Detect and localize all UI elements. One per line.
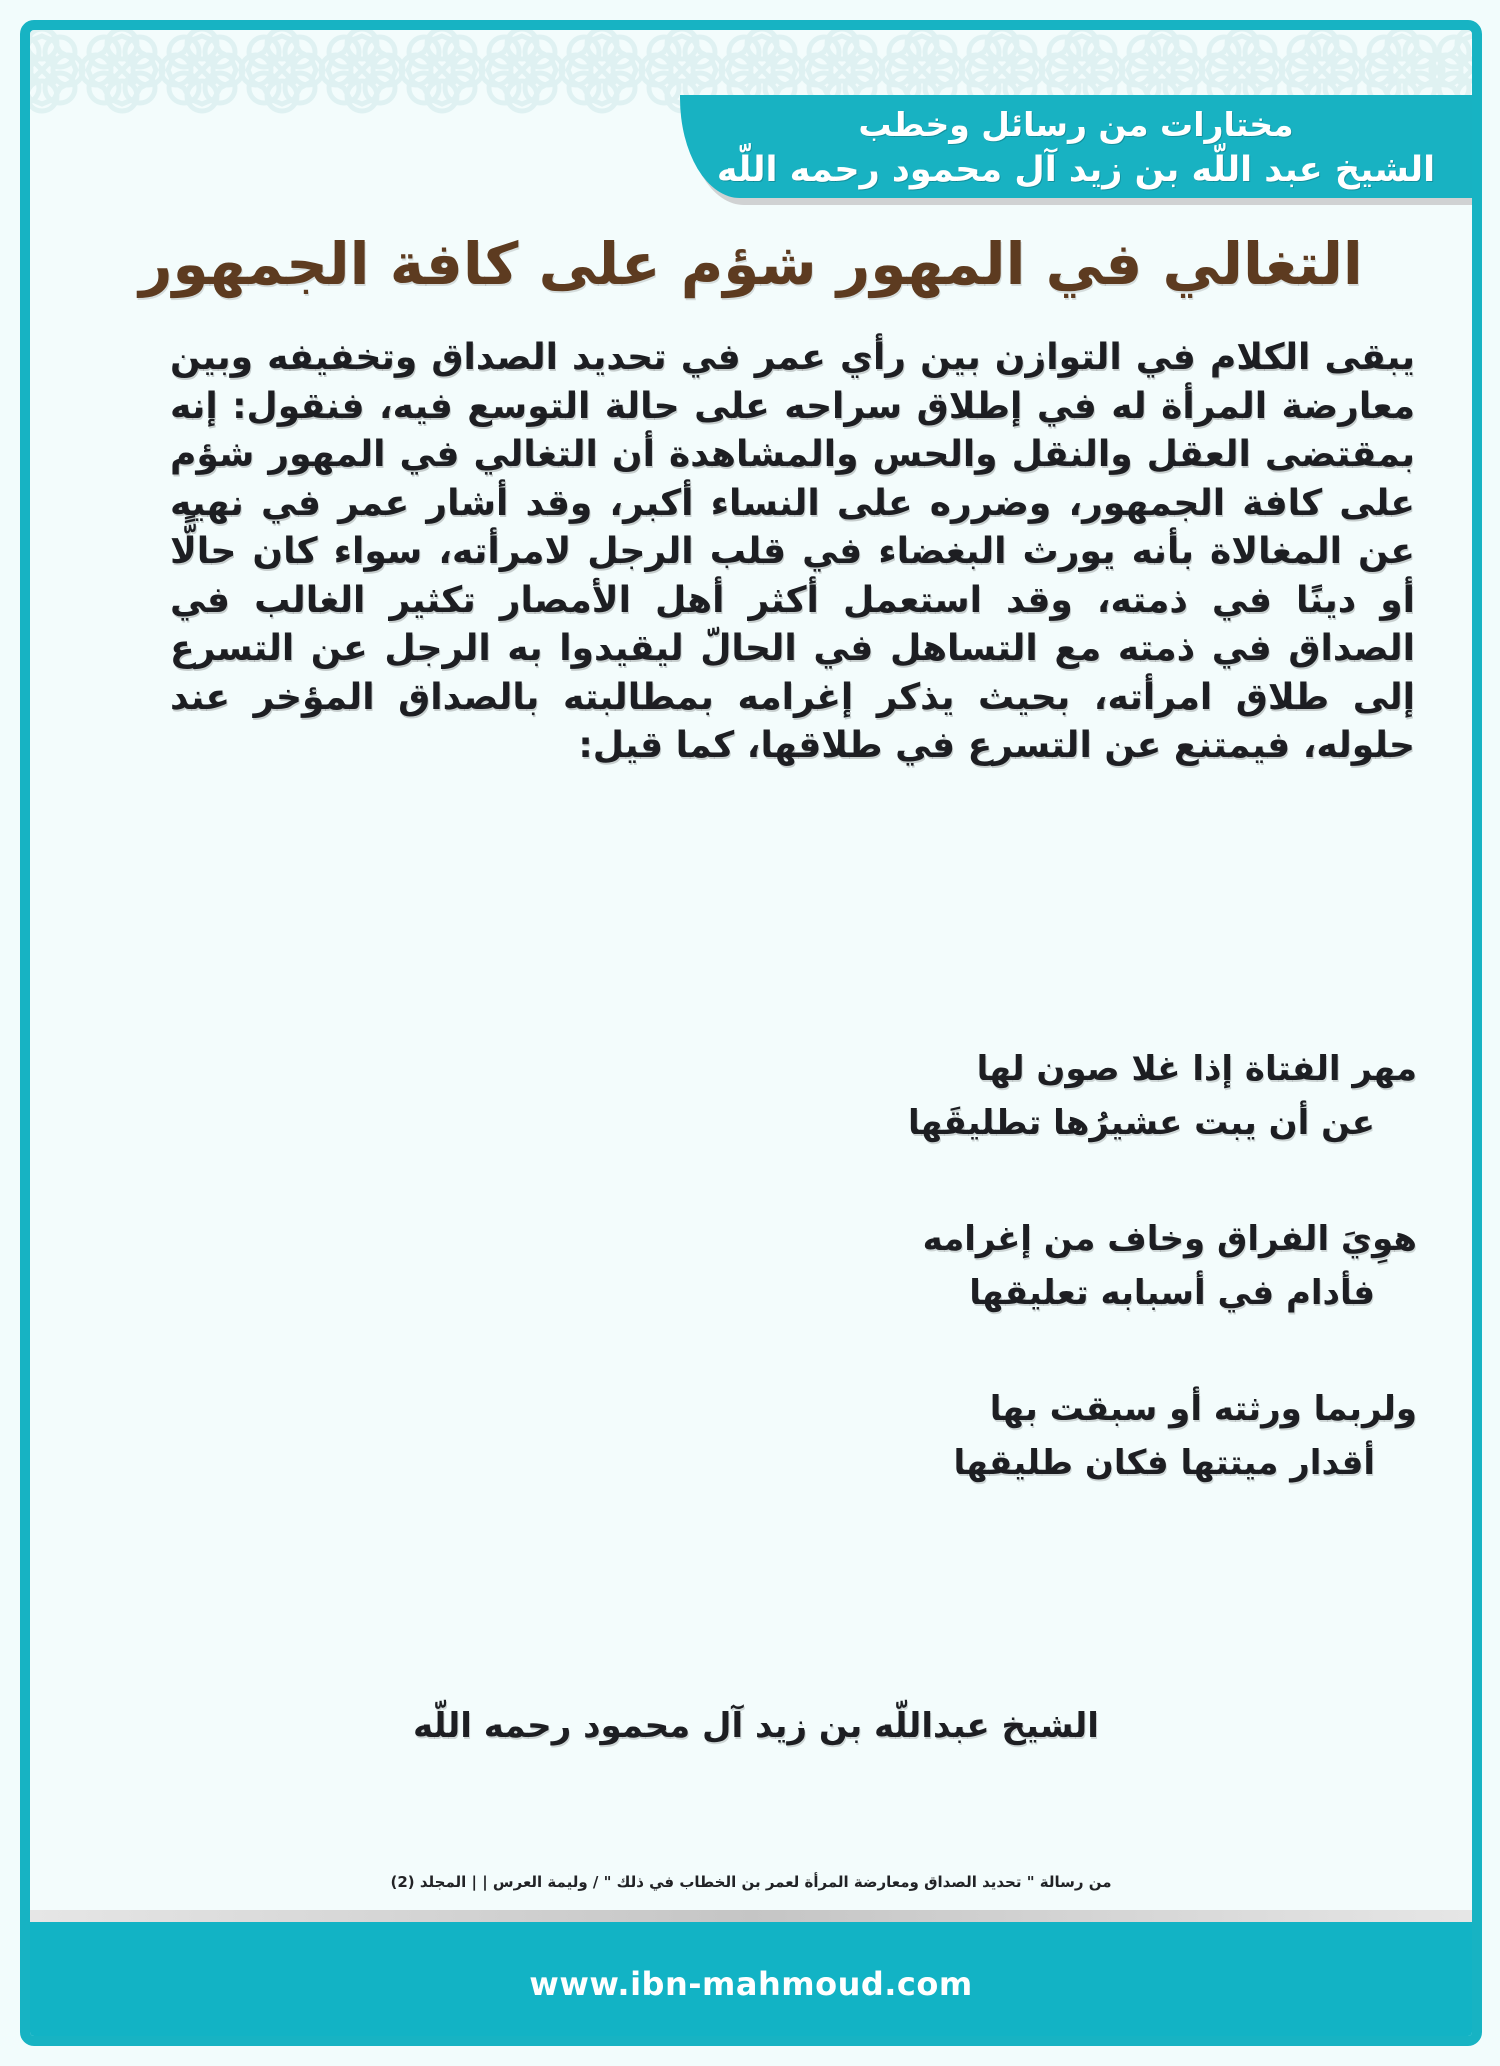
article-title: التغالي في المهور شؤم على كافة الجمهور	[139, 230, 1363, 298]
verse-first-hemistich: هوِيَ الفراق وخاف من إغرامه	[922, 1219, 1417, 1259]
article-body	[170, 334, 1415, 771]
website-link[interactable]: www.ibn-mahmoud.com	[529, 1965, 973, 2003]
series-author: الشيخ عبد اللّه بن زيد آل محمود رحمه اللّه	[716, 150, 1436, 190]
source-citation: من رسالة " تحديد الصداق ومعارضة المرأة لعمر بن الخطاب في ذلك " / وليمة العرس | | المجلد (2)	[390, 1873, 1112, 1891]
poem-stanza	[777, 1042, 1417, 1150]
author-signature: الشيخ عبداللّه بن زيد آل محمود رحمه اللّه	[413, 1706, 1099, 1746]
series-title: مختارات من رسائل وخطب	[858, 105, 1294, 144]
verse-first-hemistich: ولربما ورثته أو سبقت بها	[989, 1389, 1417, 1429]
body-paragraph: يبقى الكلام في التوازن بين رأي عمر في تحديد الصداق وتخفيفه وبين معارضة المرأة له في إطلاق سراحه على حالة التوسع فيه، فنقول: إنه بمقتضى العقل والنقل والحس والمشاهدة أن التغالي في المهور شؤم على كافة الجمهور، وضرره على النساء أكبر، وقد أشار عمر في نهيه عن المغالاة بأنه يورث البغضاء في قلب الرجل لامرأته، سواء كان حالًّا أو دينًا في ذمته، وقد استعمل أكثر أهل الأمصار تكثير الغالب في الصداق في ذمته مع التساهل في الحالّ ليقيدوا به الرجل عن التسرع إلى طلاق امرأته، بحيث يذكر إغرامه بمطالبته بالصداق المؤخر عند حلوله، فيمتنع عن التسرع في طلاقها، كما قيل:	[170, 337, 1415, 766]
verse-second-hemistich: فأدام في أسبابه تعليقها	[969, 1273, 1375, 1313]
series-header-banner	[680, 95, 1472, 198]
poem-stanza	[777, 1382, 1417, 1490]
footer-band	[30, 1922, 1472, 2036]
footer-divider	[30, 1910, 1472, 1922]
poem-stanza	[777, 1212, 1417, 1320]
page-frame	[20, 20, 1482, 2046]
verse-first-hemistich: مهر الفتاة إذا غلا صون لها	[976, 1049, 1417, 1089]
verse-second-hemistich: عن أن يبت عشيرُها تطليقَها	[907, 1103, 1375, 1143]
verse-second-hemistich: أقدار ميتتها فكان طليقها	[953, 1443, 1375, 1483]
poem	[777, 1042, 1417, 1552]
